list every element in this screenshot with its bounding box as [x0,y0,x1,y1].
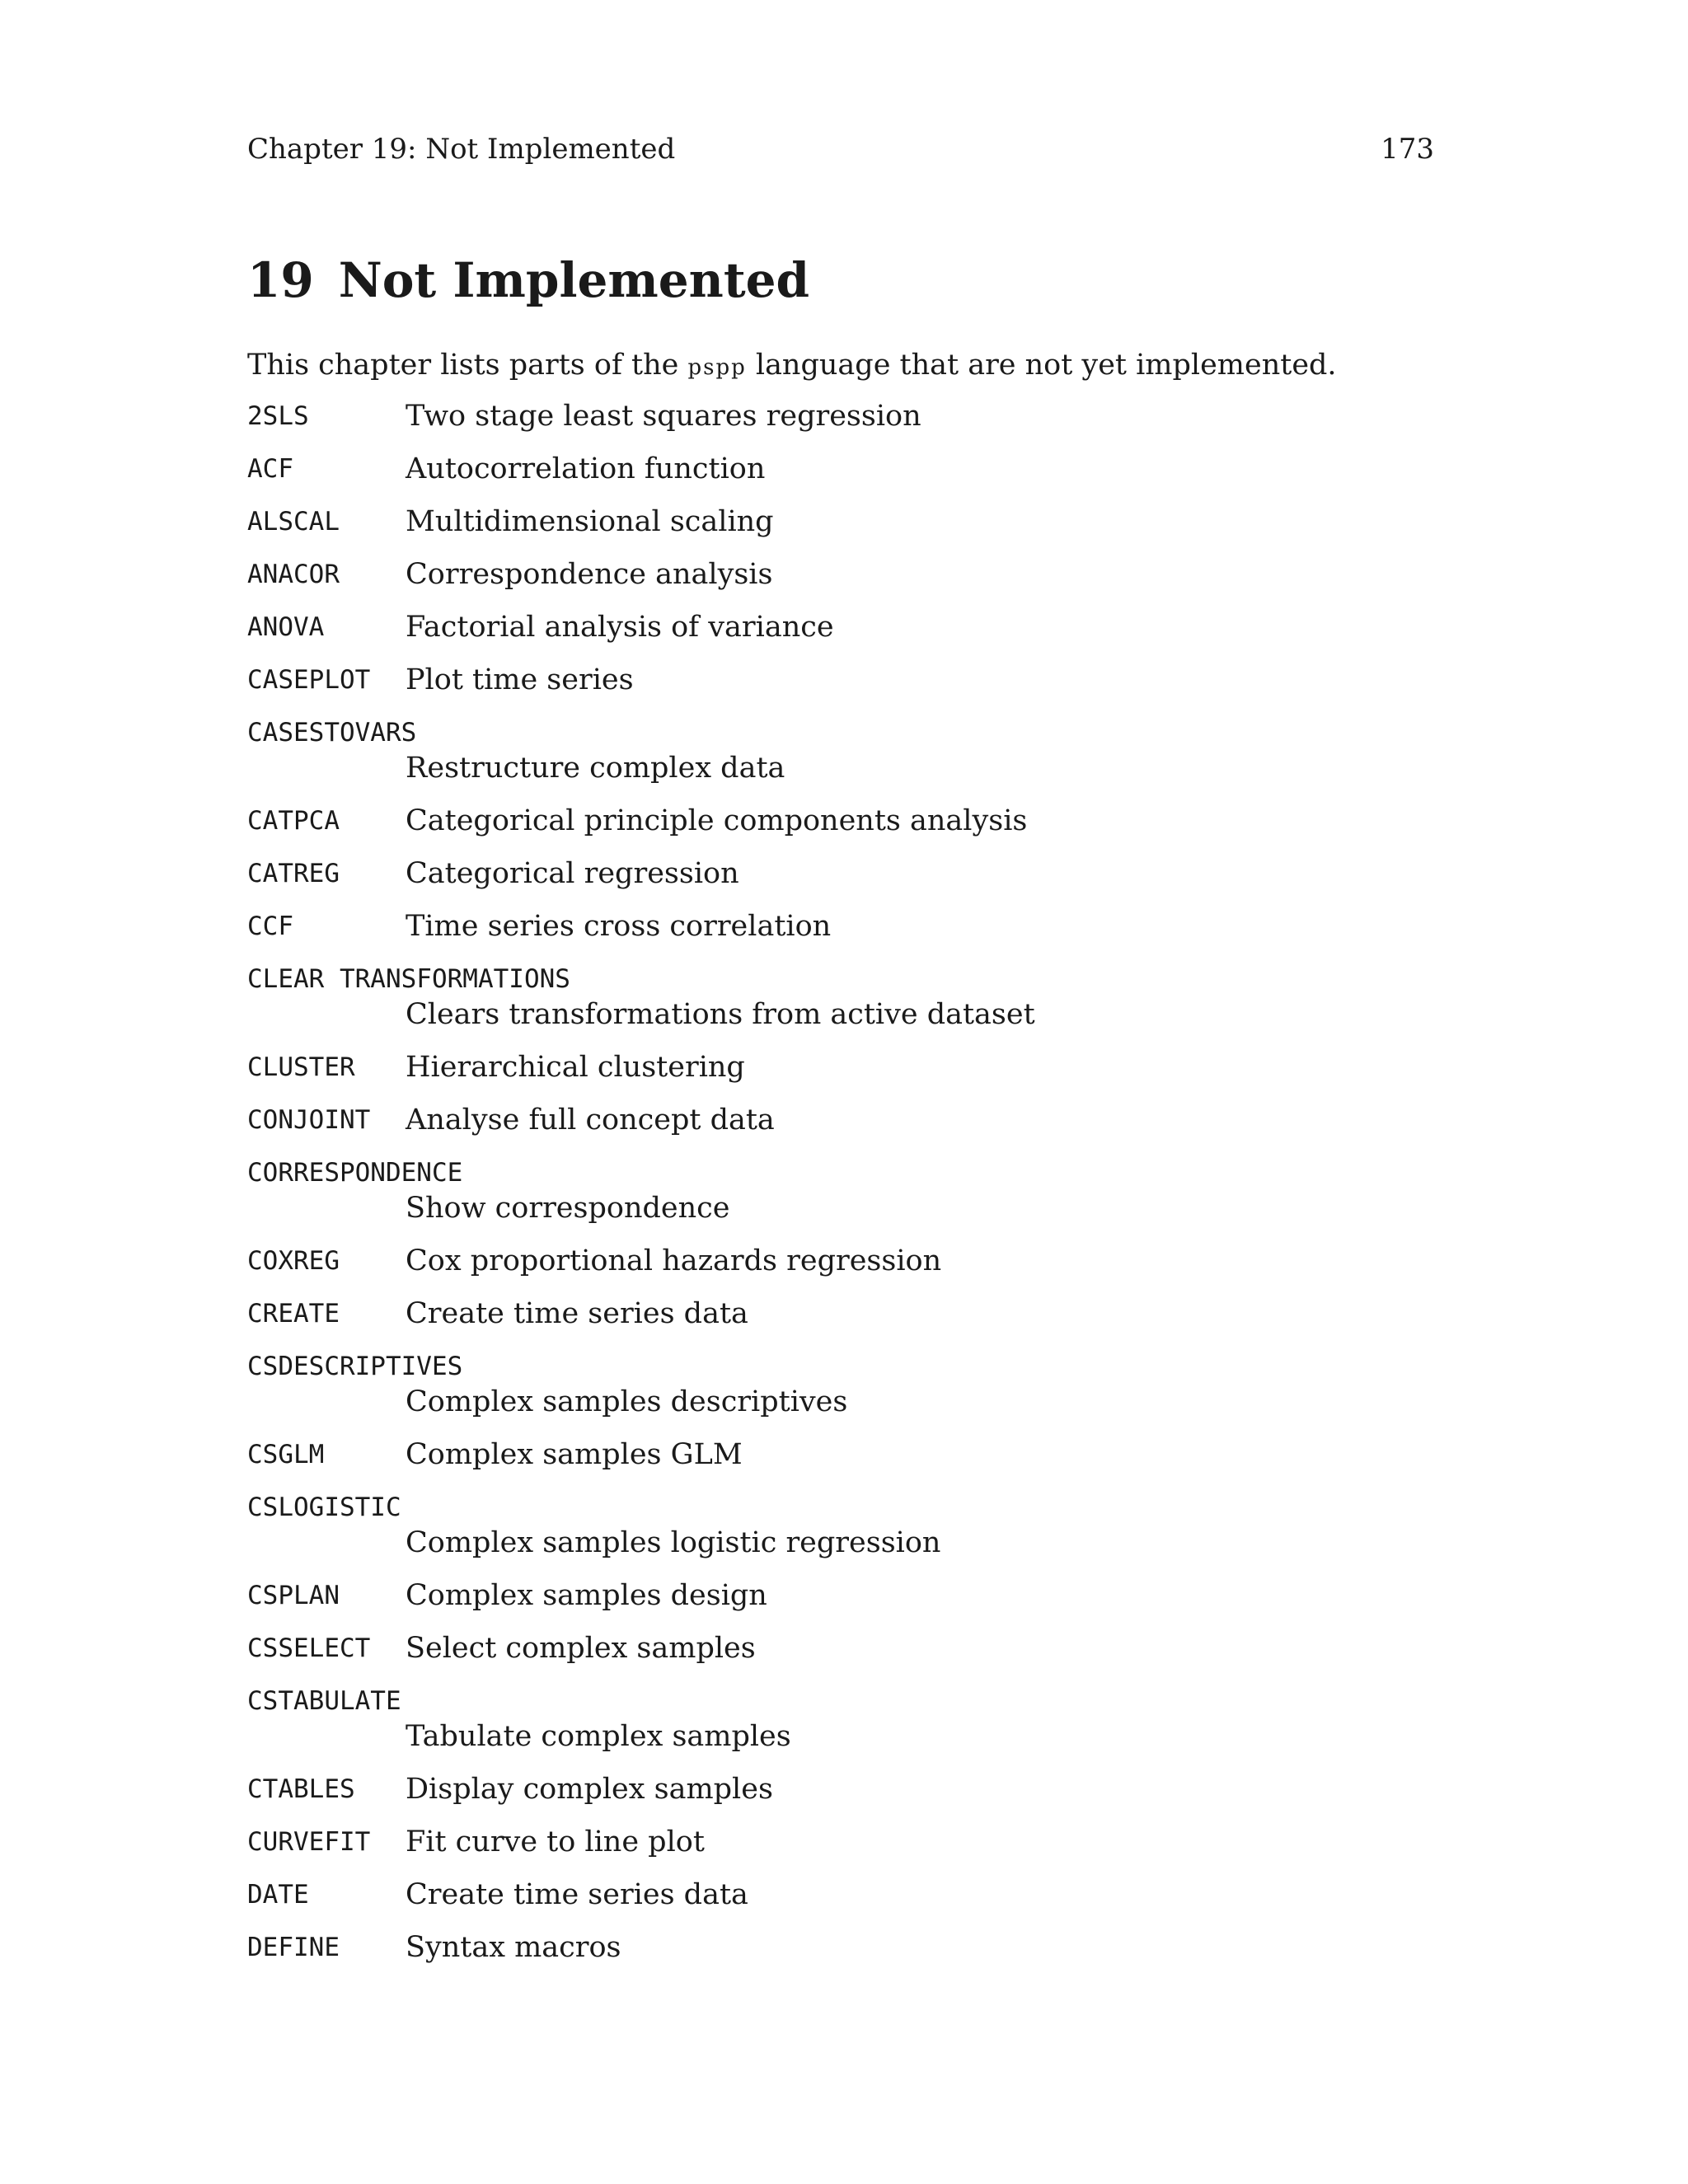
command-description: Complex samples GLM [406,1438,743,1471]
command-entry [247,1152,1434,1240]
command-entry [247,906,1434,958]
command-description: Multidimensional scaling [406,505,774,538]
command-description: Restructure complex data [406,752,785,785]
command-name: ACF [247,454,293,484]
command-entry [247,659,1434,712]
command-entry [247,501,1434,554]
command-description: Factorial analysis of variance [406,611,834,644]
command-description: Correspondence analysis [406,558,773,591]
intro-text-after: language that are not yet implemented. [746,349,1337,382]
command-description: Complex samples descriptives [406,1385,848,1418]
command-entry [247,1099,1434,1152]
chapter-number: 19 [247,252,314,308]
command-name: CONJOINT [247,1105,371,1135]
intro-smallcaps-pspp: pspp [687,355,747,380]
command-description: Hierarchical clustering [406,1051,745,1084]
page-number: 173 [1381,133,1434,166]
command-name: CLEAR TRANSFORMATIONS [247,964,570,994]
command-entry [247,1628,1434,1680]
command-name: CSGLM [247,1440,325,1469]
command-entry [247,607,1434,659]
command-name: CSLOGISTIC [247,1493,401,1522]
command-entry [247,853,1434,906]
command-name: ANACOR [247,560,340,589]
command-entry [247,1434,1434,1487]
command-description: Analyse full concept data [406,1104,775,1137]
command-description: Display complex samples [406,1773,773,1806]
command-name: CASEPLOT [247,665,371,695]
command-description: Syntax macros [406,1931,621,1964]
running-header [247,129,1434,170]
command-description: Autocorrelation function [406,452,766,485]
command-name: CREATE [247,1299,340,1329]
command-entry [247,396,1434,448]
running-header-title: Chapter 19: Not Implemented [247,133,676,166]
command-name: DATE [247,1880,309,1910]
command-list [247,396,1434,1980]
command-description: Complex samples logistic regression [406,1526,941,1559]
command-description: Select complex samples [406,1632,756,1665]
command-name: CASESTOVARS [247,718,417,748]
command-name: CSDESCRIPTIVES [247,1352,463,1381]
command-name: CTABLES [247,1774,355,1804]
command-name: CURVEFIT [247,1827,371,1857]
command-name: CATPCA [247,806,340,836]
command-entry [247,1293,1434,1346]
command-name: DEFINE [247,1933,340,1962]
command-description: Categorical regression [406,857,739,890]
command-description: Clears transformations from active dataset [406,998,1035,1031]
command-entry [247,1769,1434,1821]
command-entry [247,1575,1434,1628]
command-entry [247,1927,1434,1980]
command-name: CORRESPONDENCE [247,1158,463,1188]
command-name: ALSCAL [247,507,340,537]
command-name: CCF [247,912,293,941]
command-name: CATREG [247,859,340,888]
command-description: Fit curve to line plot [406,1825,705,1858]
command-entry [247,448,1434,501]
command-description: Two stage least squares regression [406,400,921,433]
command-description: Categorical principle components analysis [406,804,1028,837]
command-entry [247,554,1434,607]
command-description: Plot time series [406,663,634,696]
command-entry [247,1487,1434,1575]
command-description: Cox proportional hazards regression [406,1244,942,1277]
command-description: Time series cross correlation [406,910,832,943]
command-name: COXREG [247,1246,340,1276]
command-entry [247,800,1434,853]
command-entry [247,958,1434,1047]
command-description: Create time series data [406,1878,748,1911]
command-entry [247,1240,1434,1293]
command-entry [247,1874,1434,1927]
intro-text-before: This chapter lists parts of the [247,349,688,382]
command-description: Show correspondence [406,1192,730,1225]
command-name: CSPLAN [247,1581,340,1610]
command-name: CSSELECT [247,1633,371,1663]
command-name: CLUSTER [247,1052,355,1082]
command-name: ANOVA [247,612,325,642]
command-entry [247,1821,1434,1874]
command-entry [247,712,1434,800]
command-description: Tabulate complex samples [406,1720,791,1753]
command-description: Complex samples design [406,1579,767,1612]
command-name: CSTABULATE [247,1686,401,1716]
chapter-heading [247,249,809,312]
intro-paragraph [247,344,1337,388]
command-description: Create time series data [406,1297,748,1330]
command-name: 2SLS [247,401,309,431]
command-entry [247,1346,1434,1434]
command-entry [247,1047,1434,1099]
command-entry [247,1680,1434,1769]
chapter-title: Not Implemented [338,252,810,308]
